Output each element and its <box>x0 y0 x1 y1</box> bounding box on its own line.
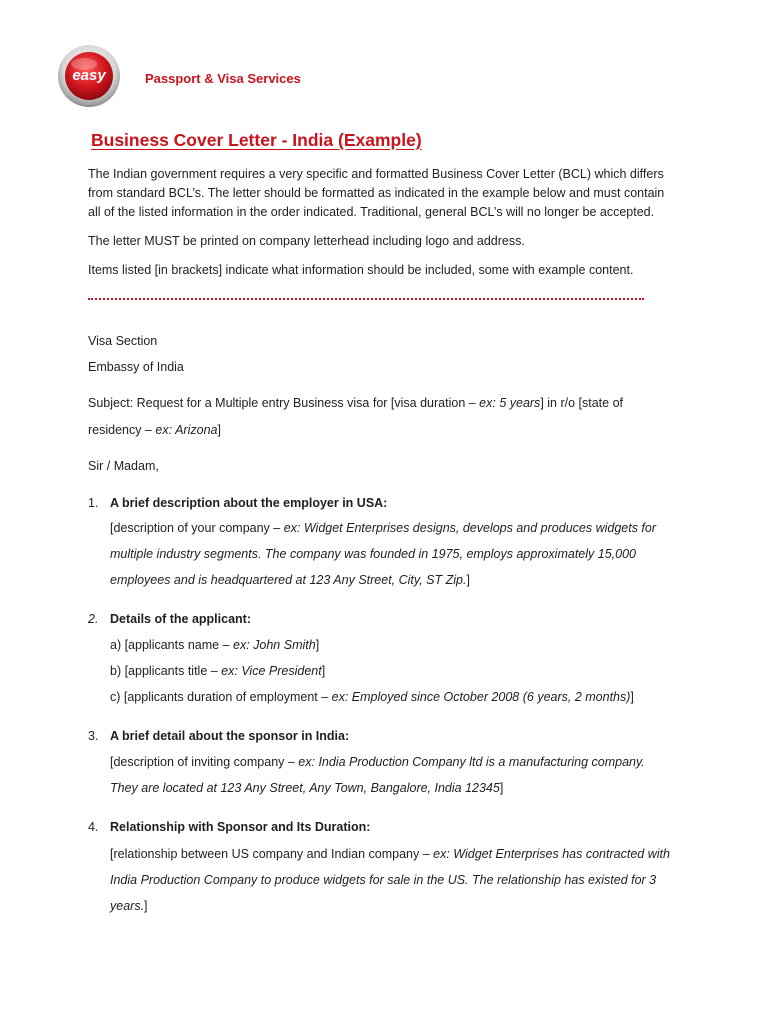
bracket-text: ] <box>499 781 504 795</box>
applicant-title-line <box>110 664 325 678</box>
section-line <box>110 847 670 861</box>
intro-line: The Indian government requires a very specific and formatted Business Cover Letter (BCL) which differs <box>88 167 664 181</box>
bracket-text: b) [applicants title – <box>110 664 222 678</box>
intro-paragraph <box>88 165 688 222</box>
brackets-note: Items listed [in brackets] indicate what information should be included, some with example content. <box>88 263 634 277</box>
section-line <box>110 573 470 587</box>
example-text: ex: Widget Enterprises designs, develops and produces widgets for <box>283 521 657 535</box>
example-text: ex: India Production Company ltd is a manufacturing company. <box>298 755 645 769</box>
subject-line <box>88 423 221 437</box>
section-heading: A brief description about the employer in USA: <box>110 496 388 510</box>
addressee-line: Visa Section <box>88 334 158 348</box>
subject-line <box>88 396 623 410</box>
applicant-duration-line <box>110 690 634 704</box>
section-heading: A brief detail about the sponsor in India: <box>110 729 350 743</box>
subject-text: ] in r/o [state of <box>540 396 623 410</box>
subject-text: ] <box>217 423 221 437</box>
subject-text: Subject: Request for a Multiple entry Business visa for [visa duration – <box>88 396 480 410</box>
example-text: ex: 5 years <box>479 396 541 410</box>
bracket-text: ] <box>321 664 326 678</box>
bracket-text: c) [applicants duration of employment – <box>110 690 332 704</box>
easy-logo <box>57 44 121 108</box>
applicant-name-line <box>110 638 319 652</box>
intro-line: all of the listed information in the order indicated. Traditional, general BCL’s will no longer be accepted. <box>88 205 655 219</box>
section-line <box>110 899 148 913</box>
example-text: multiple industry segments. The company was founded in 1975, employs approximately 15,000 <box>110 547 636 561</box>
bracket-text: [relationship between US company and Indian company – <box>110 847 434 861</box>
bracket-text: ] <box>630 690 634 704</box>
section-heading: Details of the applicant: <box>110 612 251 626</box>
bracket-text: [description of your company – <box>110 521 284 535</box>
bracket-text: [description of inviting company – <box>110 755 299 769</box>
example-text: ex: Arizona <box>155 423 218 437</box>
bracket-text: ] <box>144 899 148 913</box>
section-line <box>110 781 503 795</box>
bracket-text: a) [applicants name – <box>110 638 233 652</box>
page-title: Business Cover Letter - India (Example) <box>91 130 422 150</box>
section-line <box>110 755 645 769</box>
section-line <box>110 521 656 535</box>
bracket-text: ] <box>315 638 320 652</box>
subject-text: residency – <box>88 423 156 437</box>
letterhead-note: The letter MUST be printed on company letterhead including logo and address. <box>88 234 525 248</box>
section-heading: Relationship with Sponsor and Its Duration: <box>110 820 371 834</box>
section-number: 2. <box>88 612 99 626</box>
addressee-line: Embassy of India <box>88 360 184 374</box>
example-text: employees and is headquartered at 123 Any Street, City, ST Zip. <box>110 573 467 587</box>
example-text: ex: John Smith <box>233 638 316 652</box>
brand-name: Passport & Visa Services <box>145 71 301 86</box>
section-number: 3. <box>88 729 99 743</box>
example-text: years. <box>110 899 145 913</box>
example-text: They are located at 123 Any Street, Any Town, Bangalore, India 12345 <box>110 781 500 795</box>
example-text: ex: Employed since October 2008 (6 years, 2 months) <box>331 690 631 704</box>
bracket-text: ] <box>466 573 470 587</box>
example-text: India Production Company to produce widgets for sale in the US. The relationship has existed for 3 <box>110 873 657 887</box>
section-number: 1. <box>88 496 99 510</box>
dotted-divider <box>88 298 644 300</box>
logo-wordmark: easy <box>72 67 106 84</box>
intro-line: from standard BCL’s. The letter should be formatted as indicated in the example below and must contain <box>88 186 665 200</box>
example-text: ex: Vice President <box>221 664 322 678</box>
example-text: ex: Widget Enterprises has contracted with <box>433 847 670 861</box>
section-number: 4. <box>88 820 99 834</box>
salutation: Sir / Madam, <box>88 459 159 473</box>
